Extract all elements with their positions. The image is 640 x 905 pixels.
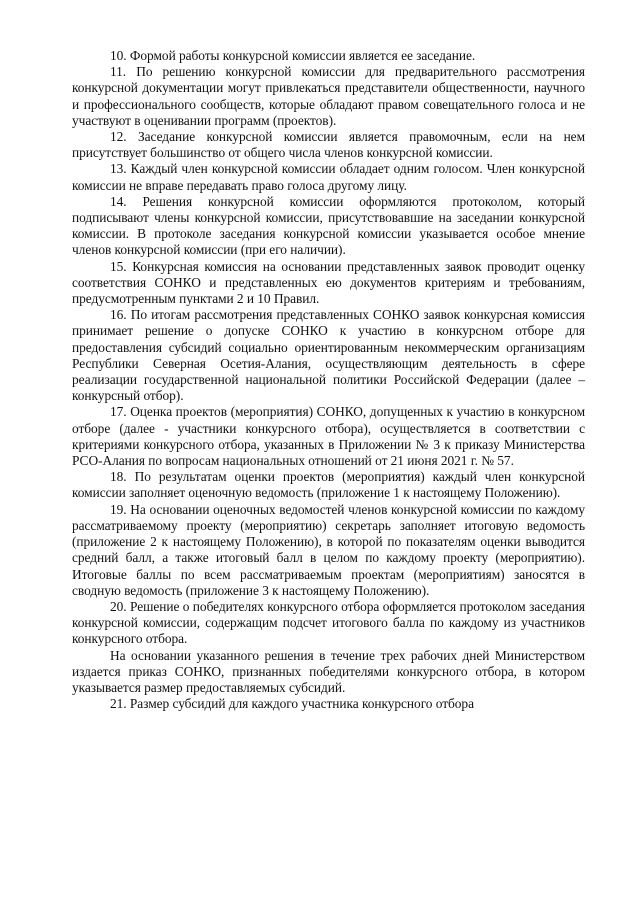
paragraph-16: 16. По итогам рассмотрения представленных СОНКО заявок конкурсная комиссия принимает решение о допуске СОНКО к участию в конкурсном отборе для предоставления субсидий социально ориентированным некоммерческим организациям Республики Северная Осетия-Алания, осуществляющим деятельность в сфере реализации государственной национальной политики Российской Федерации (далее – конкурсный отбор). bbox=[72, 307, 585, 404]
paragraph-10: 10. Формой работы конкурсной комиссии является ее заседание. bbox=[110, 48, 476, 63]
paragraph-21: 21. Размер субсидий для каждого участника конкурсного отбора bbox=[110, 696, 474, 712]
paragraph-11: 11. По решению конкурсной комиссии для предварительного рассмотрения конкурсной документации могут привлекаться представители общественности, научного и профессионального сообществ, которые обладают правом совещательного голоса и не участвуют в оценивании программ (проектов). bbox=[72, 64, 585, 128]
paragraph-20: 20. Решение о победителях конкурсного отбора оформляется протоколом заседания конкурсной комиссии, содержащим подсчет итогового балла по каждому из участников конкурсного отбора. bbox=[72, 598, 585, 647]
paragraph-15: 15. Конкурсная комиссия на основании представленных заявок проводит оценку соответствия СОНКО и представленных ею документов критериям и требованиям, предусмотренным пунктами 2 и 10 Правил. bbox=[72, 258, 585, 307]
paragraph-13: 13. Каждый член конкурсной комиссии обладает одним голосом. Член конкурсной комиссии не вправе передавать право голоса другому лицу. bbox=[72, 161, 585, 193]
paragraph-14: 14. Решения конкурсной комиссии оформляются протоколом, который подписывают члены конкурсной комиссии, присутствовавшие на заседании конкурсной комиссии. В протоколе заседания конкурсной комиссии указывается особое мнение членов конкурсной комиссии (при его наличии). bbox=[72, 193, 585, 258]
document-page bbox=[72, 48, 585, 712]
paragraph-18: 18. По результатам оценки проектов (мероприятия) каждый член конкурсной комиссии заполняет оценочную ведомость (приложение 1 к настоящему Положению). bbox=[72, 469, 585, 501]
paragraph-12: 12. Заседание конкурсной комиссии является правомочным, если на нем присутствует большинство от общего числа членов конкурсной комиссии. bbox=[72, 129, 585, 161]
paragraph-17: 17. Оценка проектов (мероприятия) СОНКО, допущенных к участию в конкурсном отборе (далее - участники конкурсного отбора), осуществляется в соответствии с критериями конкурсного отбора, указанных в Приложении № 3 к приказу Министерства РСО-Алания по вопросам национальных отношений от 21 июня 2021 г. № 57. bbox=[72, 404, 585, 469]
paragraph-19: 19. На основании оценочных ведомостей членов конкурсной комиссии по каждому рассматриваемому проекту (мероприятию) секретарь заполняет итоговую ведомость (приложение 2 к настоящему Положению), в которой по показателям оценки выводится средний балл, а также итоговый балл в целом по каждому проекту (мероприятию). Итоговые баллы по всем рассматриваемым проектам (мероприятиям) заносятся в сводную ведомость (приложение 3 к настоящему Положению). bbox=[72, 501, 585, 598]
paragraph-20-continuation: На основании указанного решения в течение трех рабочих дней Министерством издается приказ СОНКО, признанных победителями конкурсного отбора, в котором указывается размер предоставляемых субсидий. bbox=[72, 647, 585, 695]
